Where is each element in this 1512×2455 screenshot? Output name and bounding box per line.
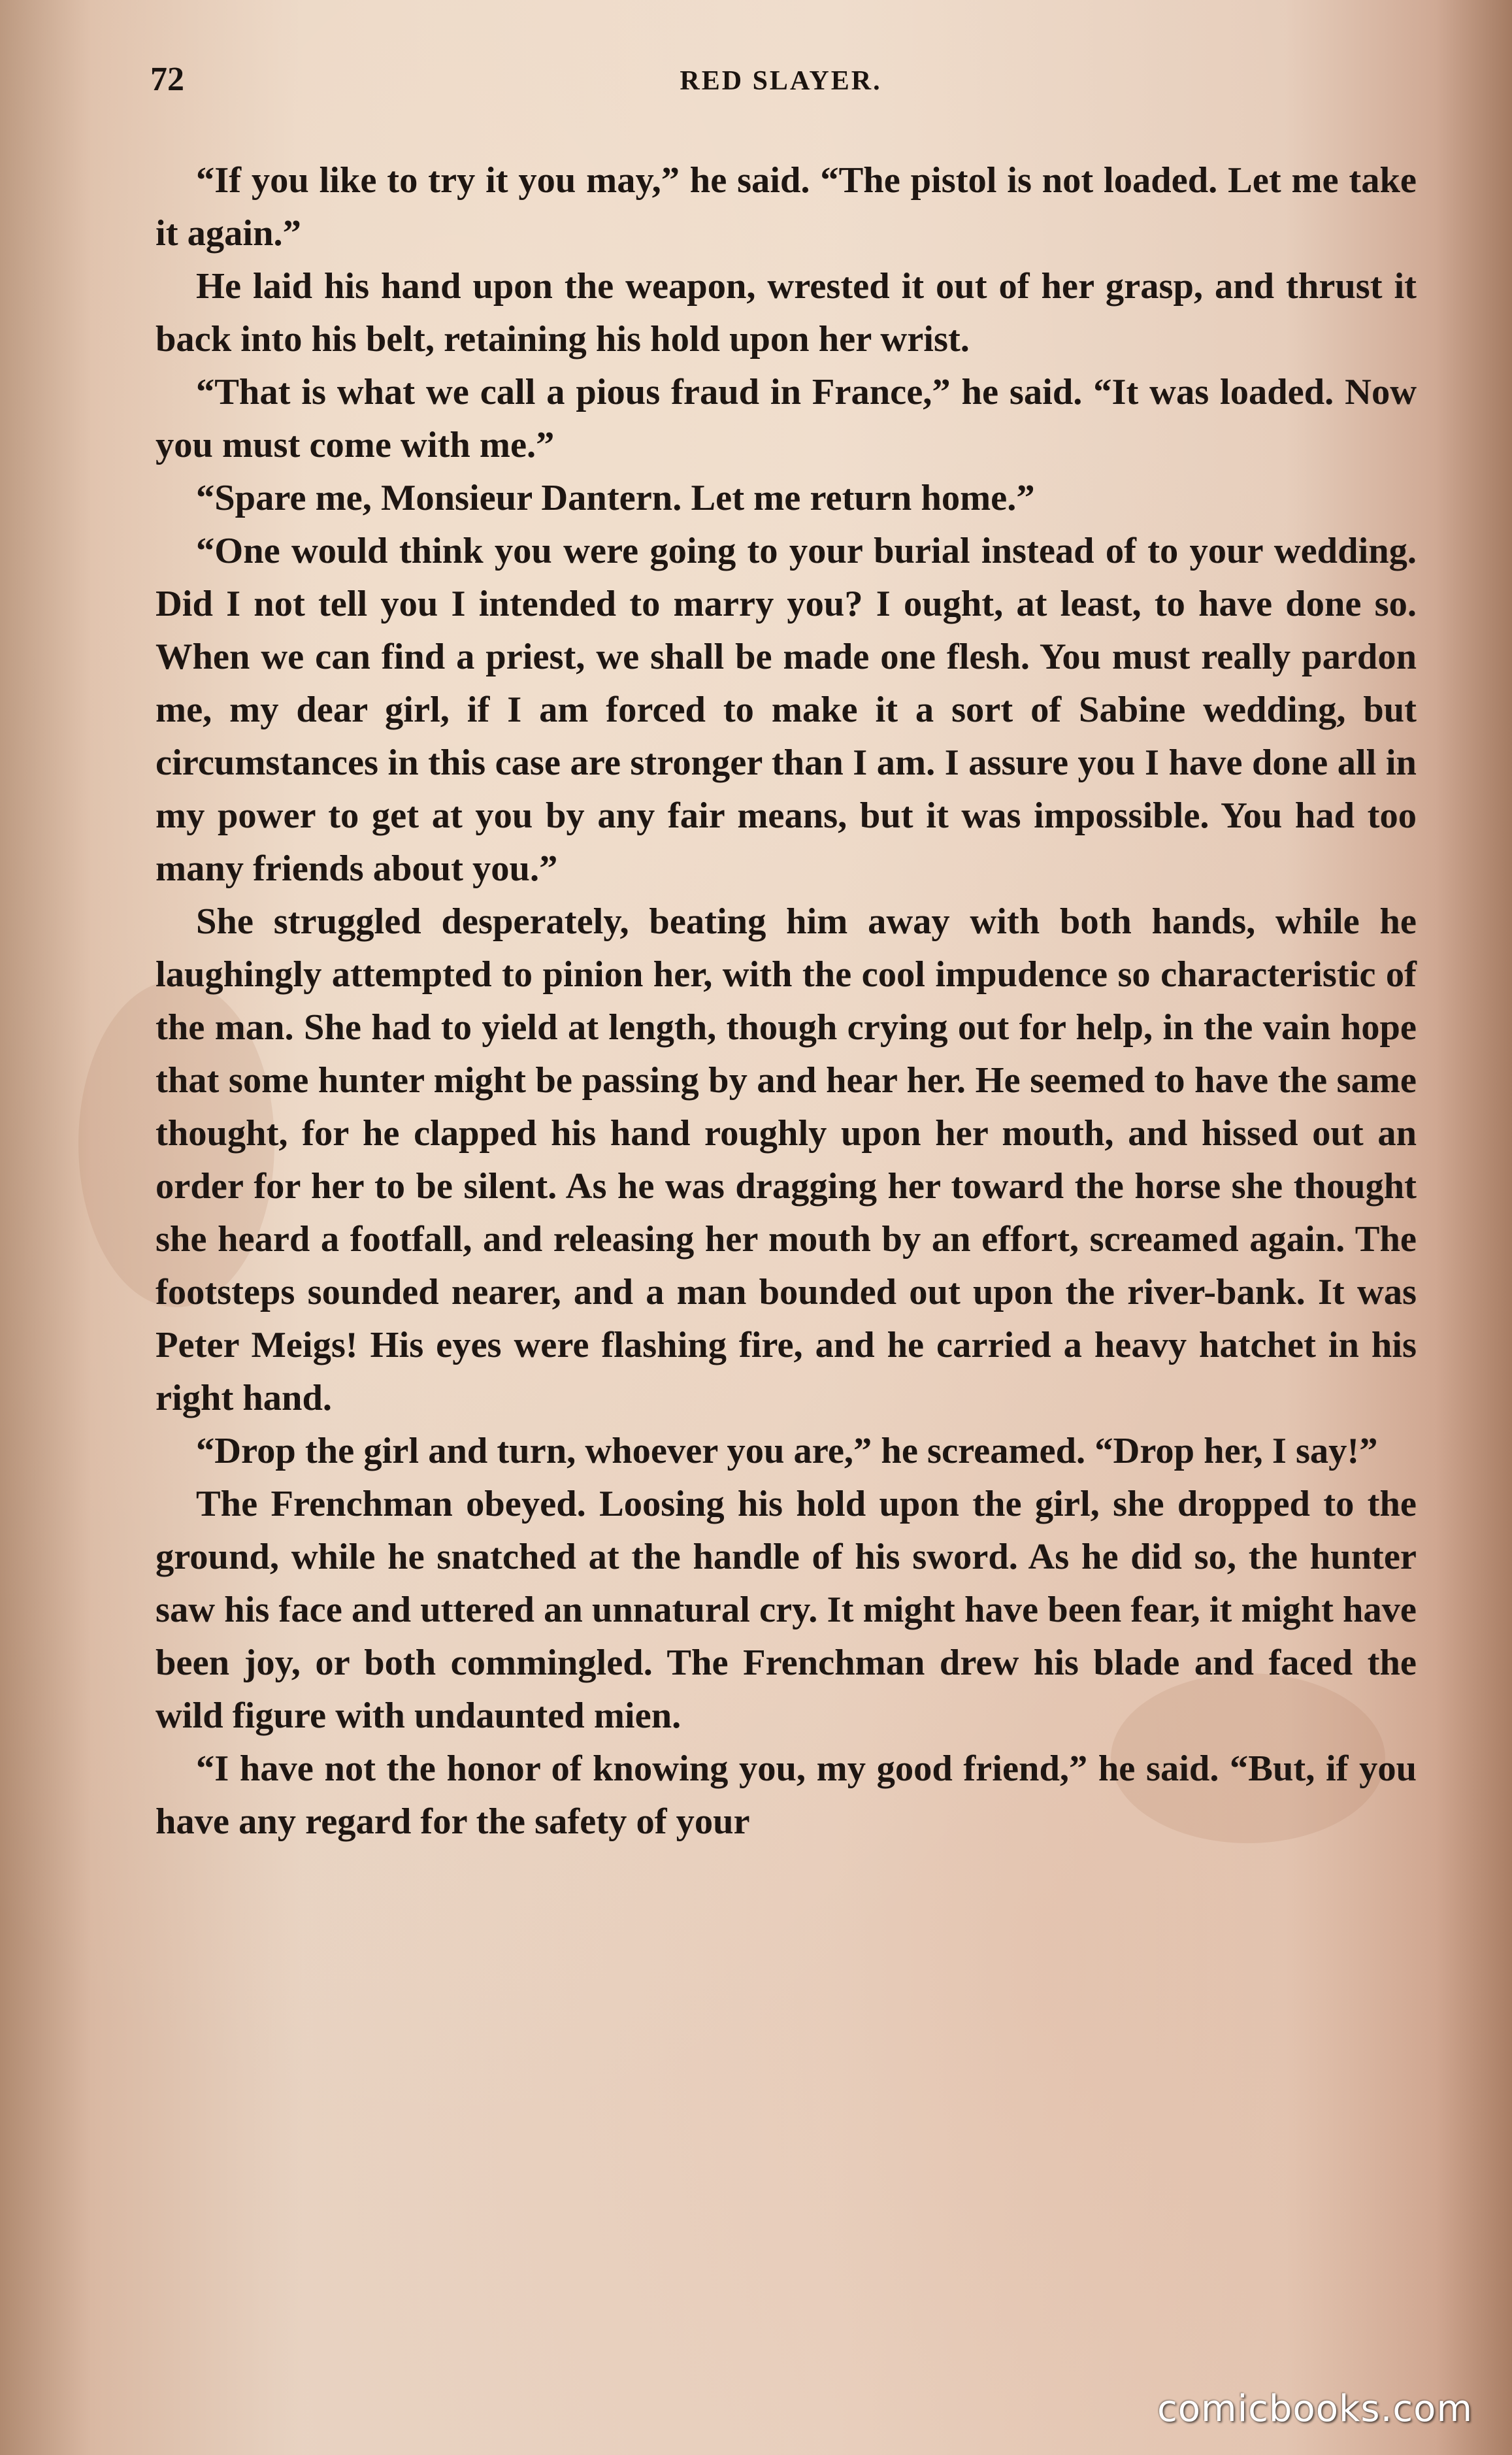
paragraph: “That is what we call a pious fraud in France,” he said. “It was loaded. Now you must come with me.” <box>156 372 1417 465</box>
paragraph: “I have not the honor of knowing you, my good friend,” he said. “But, if you have any regard for the safety of your <box>156 1748 1417 1842</box>
paragraph: “Spare me, Monsieur Dantern. Let me return home.” <box>196 478 1035 518</box>
running-head: RED SLAYER. <box>680 66 882 96</box>
body-text <box>156 154 1417 1848</box>
paragraph: “Drop the girl and turn, whoever you are,” he screamed. “Drop her, I say!” <box>196 1431 1378 1471</box>
page-header <box>150 60 1411 106</box>
page-number: 72 <box>150 61 184 98</box>
paragraph: “One would think you were going to your burial instead of to your wedding. Did I not tell you I intended to marry you? I ought, at least, to have done so. When we can find a priest, we shall be made one flesh. You must really pardon me, my dear girl, if I am forced to make it a sort of Sabine wedding, but circumstances in this case are stronger than I am. I assure you I have done all in my power to get at you by any fair means, but it was impossible. You had too many friends about you.” <box>156 531 1417 889</box>
paragraph: He laid his hand upon the weapon, wrested it out of her grasp, and thrust it back into his belt, retaining his hold upon her wrist. <box>156 266 1417 359</box>
paragraph: The Frenchman obeyed. Loosing his hold upon the girl, she dropped to the ground, while he snatched at the handle of his sword. As he did so, the hunter saw his face and uttered an unnatural cry. It might have been fear, it might have been joy, or both commingled. The Frenchman drew his blade and faced the wild figure with undaunted mien. <box>156 1484 1417 1736</box>
paragraph: “If you like to try it you may,” he said. “The pistol is not loaded. Let me take it again.” <box>156 160 1417 254</box>
watermark: comicbooks.com <box>1157 2388 1473 2430</box>
paragraph: She struggled desperately, beating him away with both hands, while he laughingly attempted to pinion her, with the cool impudence so characteristic of the man. She had to yield at length, though crying out for help, in the vain hope that some hunter might be passing by and hear her. He seemed to have the same thought, for he clapped his hand roughly upon her mouth, and hissed out an order for her to be silent. As he was dragging her toward the horse she thought she heard a footfall, and releasing her mouth by an effort, screamed again. The footsteps sounded nearer, and a man bounded out upon the river-bank. It was Peter Meigs! His eyes were flashing fire, and he carried a heavy hatchet in his right hand. <box>156 901 1417 1418</box>
